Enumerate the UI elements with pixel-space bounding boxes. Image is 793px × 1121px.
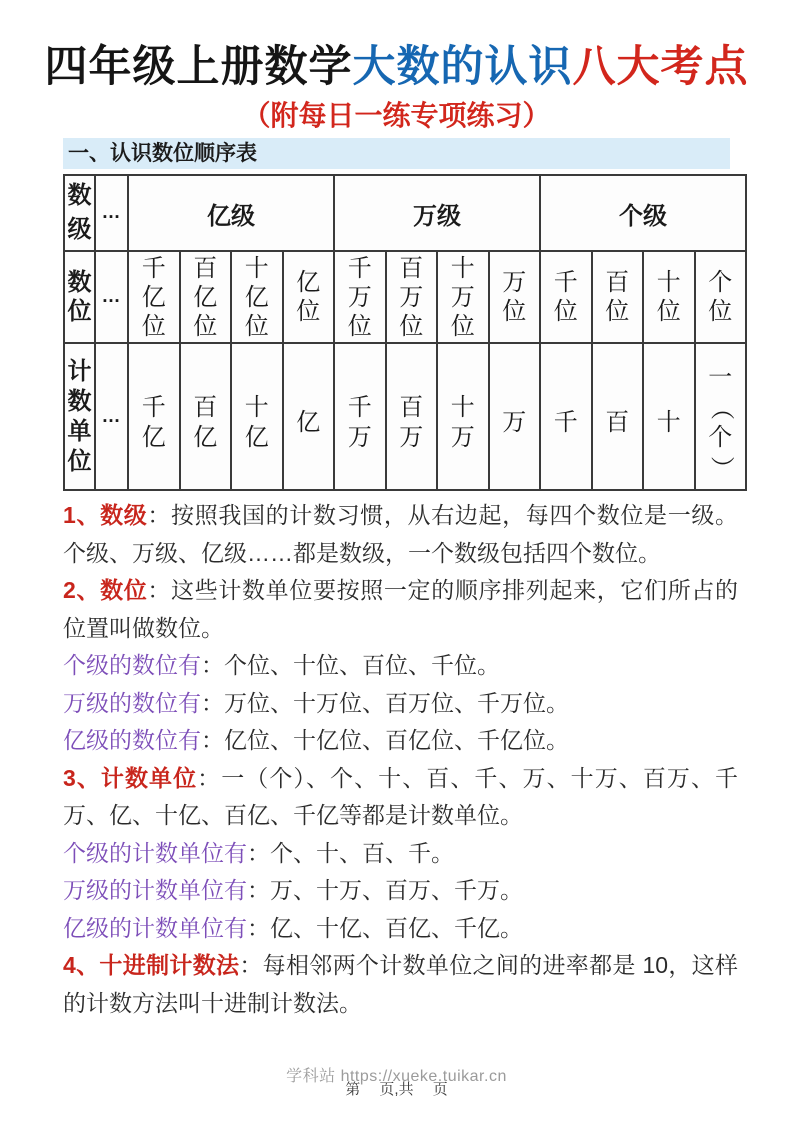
note-lead: 亿级的计数单位有	[63, 914, 247, 941]
note-lead: 个级的数位有	[63, 652, 201, 678]
digit-position-cell: 百 万 位	[386, 251, 438, 343]
note-ge-level-positions	[63, 647, 738, 685]
note-text: ：亿、十亿、百亿、千亿。	[247, 914, 523, 941]
section-heading: 一、认识数位顺序表	[63, 138, 730, 169]
note-text: ：按照我国的计数习惯，从右边起，每四个数位是一级。个级、万级、亿级……都是数级，一个数级包括四个数位。	[63, 502, 739, 566]
counting-unit-cell: 一 （ 个 ）	[695, 343, 747, 490]
note-text: ：亿位、十亿位、百亿位、千亿位。	[201, 727, 569, 753]
digit-position-cell: 亿 位	[283, 251, 335, 343]
digit-position-cell: 十 万 位	[437, 251, 489, 343]
note-number-level	[63, 497, 738, 572]
note-counting-units	[63, 760, 738, 835]
digit-position-cell: 个 位	[695, 251, 747, 343]
note-lead: 个级的计数单位有	[63, 839, 247, 866]
note-lead: 4、十进制计数法	[63, 952, 240, 978]
counting-unit-cell: 百 亿	[180, 343, 232, 490]
note-wan-level-positions	[63, 685, 738, 723]
digit-position-cell: 十 亿 位	[231, 251, 283, 343]
digit-position-cell: 千 万 位	[334, 251, 386, 343]
title-grade-part: 四年级上册数学	[44, 43, 353, 91]
table-row-digit-positions	[64, 251, 746, 343]
ellipsis-cell: …	[95, 251, 128, 343]
note-lead: 1、数级	[63, 502, 148, 528]
note-text: ：每相邻两个计数单位之间的进率都是 10，这样的计数方法叫十进制计数法。	[63, 952, 738, 1016]
note-wan-level-units	[63, 872, 738, 910]
note-lead: 万级的数位有	[63, 689, 201, 716]
counting-unit-cell: 十 万	[437, 343, 489, 490]
digit-position-cell: 万 位	[489, 251, 541, 343]
table-row-number-levels	[64, 175, 746, 251]
counting-unit-cell: 十	[643, 343, 695, 490]
digit-position-cell: 千 位	[540, 251, 592, 343]
digit-position-cell: 千 亿 位	[128, 251, 180, 343]
note-text: ：万、十万、百万、千万。	[247, 877, 523, 903]
level-ge: 个级	[540, 175, 746, 251]
counting-unit-cell: 千	[540, 343, 592, 490]
row-label-counting-unit: 计 数 单 位	[64, 343, 95, 490]
note-text: ：一（个）、个、十、百、千、万、十万、百万、千万、亿、十亿、百亿、千亿等都是计数单位。	[63, 764, 739, 828]
note-text: ：万位、十万位、百万位、千万位。	[201, 689, 569, 716]
counting-unit-cell: 千 万	[334, 343, 386, 490]
counting-unit-cell: 万	[489, 343, 541, 490]
place-value-table	[63, 174, 747, 491]
counting-unit-cell: 亿	[283, 343, 335, 490]
note-lead: 万级的计数单位有	[63, 877, 247, 903]
row-label-number-level: 数 级	[64, 175, 95, 251]
note-yi-level-units	[63, 910, 738, 948]
digit-position-cell: 十 位	[643, 251, 695, 343]
digit-position-cell: 百 位	[592, 251, 644, 343]
note-text: ：个位、十位、百位、千位。	[201, 652, 500, 678]
digit-position-cell: 百 亿 位	[180, 251, 232, 343]
page-title	[0, 33, 793, 94]
page-subtitle: （附每日一练专项练习）	[242, 100, 551, 131]
footer-site-url: 学科站 https://xueke.tuikar.cn	[286, 1068, 507, 1085]
note-lead: 亿级的数位有	[63, 727, 201, 753]
note-lead: 3、计数单位	[63, 764, 198, 791]
notes-block	[63, 497, 738, 1022]
title-topic-part: 大数的认识	[352, 43, 573, 91]
level-yi: 亿级	[128, 175, 334, 251]
note-ge-level-units	[63, 835, 738, 873]
counting-unit-cell: 千 亿	[128, 343, 180, 490]
note-yi-level-positions	[63, 722, 738, 760]
title-keypoints-part: 八大考点	[572, 43, 749, 91]
row-label-digit-position: 数 位	[64, 251, 95, 343]
note-lead: 2、数位	[63, 577, 148, 603]
ellipsis-cell: …	[95, 175, 128, 251]
table-row-counting-units	[64, 343, 746, 490]
note-digit-position	[63, 572, 738, 647]
counting-unit-cell: 百	[592, 343, 644, 490]
level-wan: 万级	[334, 175, 540, 251]
note-decimal-system	[63, 947, 738, 1022]
counting-unit-cell: 百 万	[386, 343, 438, 490]
footer-page-number: 第 页,共 页	[345, 1081, 448, 1098]
counting-unit-cell: 十 亿	[231, 343, 283, 490]
note-text: ：个、十、百、千。	[247, 839, 454, 866]
ellipsis-cell: …	[95, 343, 128, 490]
note-text: ：这些计数单位要按照一定的顺序排列起来，它们所占的位置叫做数位。	[63, 577, 739, 641]
